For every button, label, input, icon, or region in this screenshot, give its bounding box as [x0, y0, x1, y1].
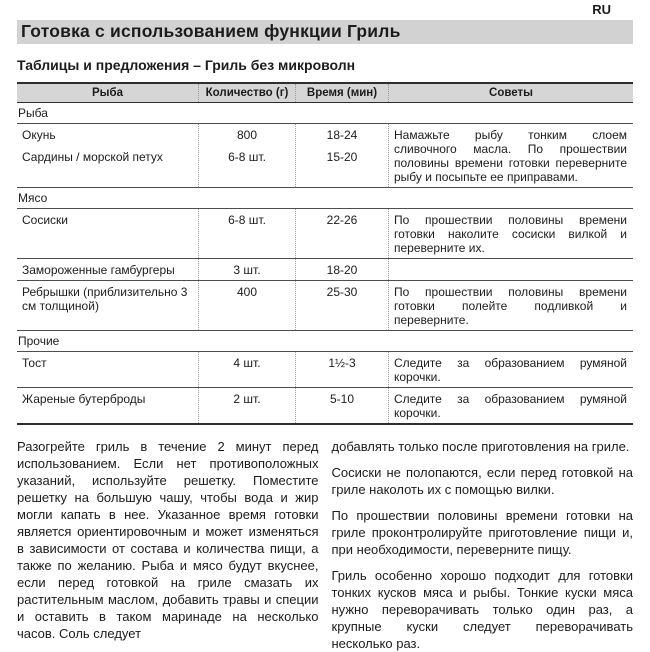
table-section-meat: Мясо: [17, 188, 633, 209]
time-cell: [295, 124, 388, 187]
note-paragraph: Разогрейте гриль в течение 2 минут перед использованием. Если нет противоположных указаний, используйте решетку. Поместите решетку на большую чашу, чтобы вода и жир могли капать в нее. Указанное время готовки является ориентировочным и может изменяться в зависимости от состава и количества пищи, а также по желанию. Рыба и мясо будут вкуснее, если перед готовкой на гриле смазать их растительным маслом, добавить травы и специи и оставить в таком маринаде на несколько часов. Соль следует: [17, 439, 319, 641]
note-paragraph: По прошествии половины времени готовки на гриле проконтролируйте приготовление пищи и, при необходимости, переверните пищу.: [331, 508, 633, 557]
table-section-other: Прочие: [17, 331, 633, 352]
time-cell: [295, 352, 388, 387]
time-cell: [295, 259, 388, 280]
time-cell: [295, 209, 388, 258]
table-row-sausages: [17, 209, 633, 259]
time-value: 22-26: [326, 213, 358, 227]
notes-right-column: [332, 438, 634, 652]
quantity-value: 6-8 шт.: [228, 150, 266, 164]
food-name: Сардины / морской петух: [22, 150, 163, 164]
notes-left-column: [17, 438, 319, 652]
quantity-cell: [198, 281, 295, 330]
page-title: Готовка с использованием функции Гриль: [17, 20, 633, 44]
quantity-cell: [198, 352, 295, 387]
advice-cell: Намажьте рыбу тонким слоем сливочного масла. По прошествии половины времени готовки переверните рыбу и посыпьте ее приправами.: [388, 124, 633, 187]
quantity-value: 400: [236, 285, 258, 299]
grill-table: [17, 82, 633, 425]
food-cell: [17, 259, 198, 280]
table-row-toast: [17, 352, 633, 388]
table-header-row: [17, 82, 633, 103]
quantity-value: 3 шт.: [233, 263, 261, 277]
food-cell: [17, 209, 198, 258]
column-header-time: Время (мин): [295, 84, 388, 102]
food-cell: [17, 352, 198, 387]
time-value: 18-20: [326, 263, 358, 277]
table-row-sandwiches: [17, 388, 633, 423]
food-name: Тост: [22, 356, 47, 370]
note-paragraph: Сосиски не полопаются, если перед готовкой на гриле наколоть их с помощью вилки.: [331, 465, 633, 497]
quantity-value: 2 шт.: [233, 392, 261, 406]
food-name: Сосиски: [22, 213, 68, 227]
language-code: RU: [592, 2, 611, 17]
quantity-cell: [198, 209, 295, 258]
quantity-cell: [198, 259, 295, 280]
quantity-value: 4 шт.: [233, 356, 261, 370]
food-name: Замороженные гамбургеры: [22, 263, 175, 277]
note-paragraph: Гриль особенно хорошо подходит для готовки тонких кусков мяса и рыбы. Тонкие куски мяса нужно переворачивать только один раз, а крупные куски следует переворачивать несколько раз.: [331, 568, 633, 651]
time-value: 25-30: [326, 285, 358, 299]
advice-cell: Следите за образованием румяной корочки.: [388, 388, 633, 423]
table-row-ribs: [17, 281, 633, 331]
food-cell: [17, 124, 198, 187]
column-header-quantity: Количество (г): [198, 84, 295, 102]
quantity-value: 800: [236, 128, 258, 142]
advice-cell: Следите за образованием румяной корочки.: [388, 352, 633, 387]
notes-section: [17, 438, 633, 652]
food-cell: [17, 281, 198, 330]
time-value: 15-20: [326, 150, 358, 164]
table-section-fish: Рыба: [17, 103, 633, 124]
food-name: Окунь: [22, 128, 56, 142]
column-header-food: Рыба: [92, 87, 123, 99]
time-value: 5-10: [329, 392, 355, 406]
advice-cell: По прошествии половины времени готовки полейте подливкой и переверните.: [388, 281, 633, 330]
food-name: Ребрышки (приблизительно 3 см толщиной): [22, 285, 188, 313]
advice-cell: [388, 259, 633, 280]
time-cell: [295, 281, 388, 330]
food-name: Жареные бутерброды: [22, 392, 146, 406]
time-value: 18-24: [326, 128, 358, 142]
time-cell: [295, 388, 388, 423]
food-cell: [17, 388, 198, 423]
advice-cell: По прошествии половины времени готовки наколите сосиски вилкой и переверните их.: [388, 209, 633, 258]
note-paragraph: добавлять только после приготовления на гриле.: [331, 439, 630, 454]
time-value: 1½-3: [328, 356, 356, 370]
quantity-cell: [198, 388, 295, 423]
table-row-burgers: [17, 259, 633, 281]
quantity-value: 6-8 шт.: [228, 213, 266, 227]
quantity-cell: [198, 124, 295, 187]
table-row-fish: [17, 124, 633, 188]
table-subtitle: Таблицы и предложения – Гриль без микроволн: [17, 57, 356, 73]
column-header-tips: Советы: [388, 84, 633, 102]
